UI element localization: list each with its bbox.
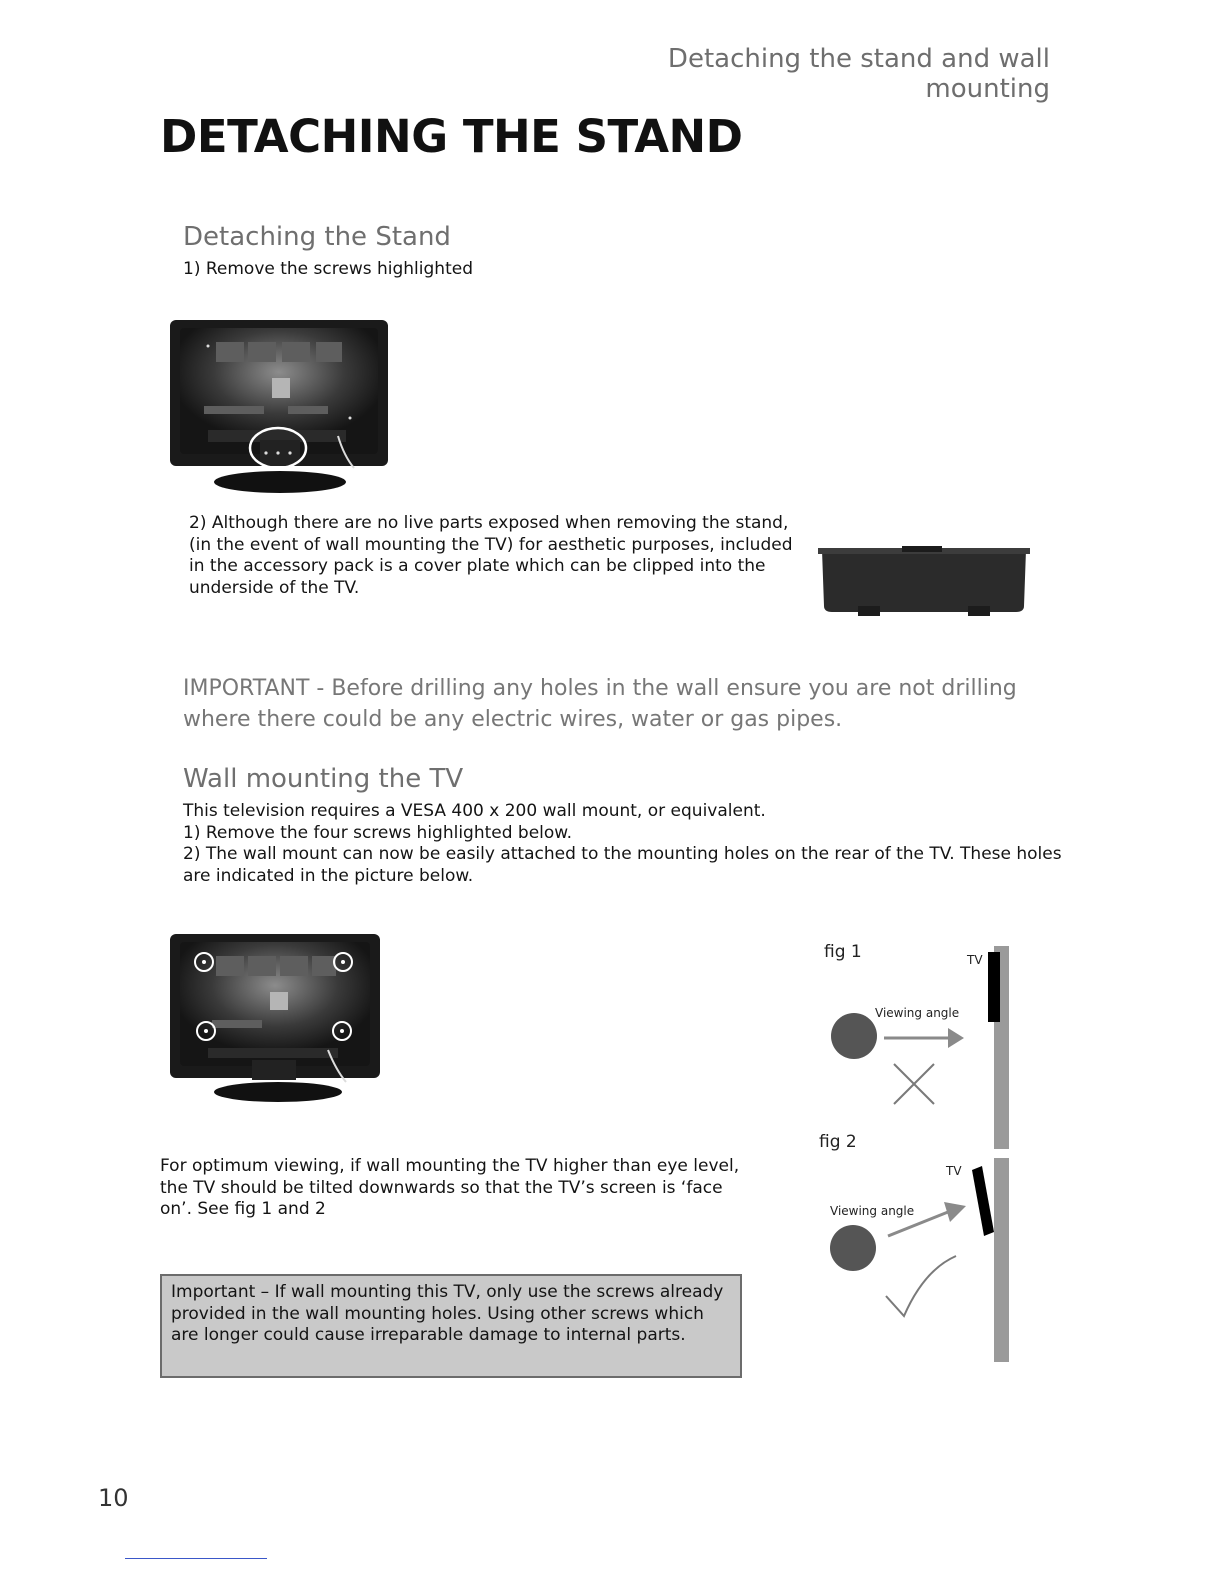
fig2-viewer-dot — [830, 1225, 876, 1271]
section-title-stand: Detaching the Stand — [183, 222, 451, 252]
fig2-wall — [994, 1158, 1009, 1362]
fig2-diagram — [820, 1152, 1020, 1367]
running-header: Detaching the stand and wall mounting — [667, 44, 1050, 104]
important-notice-line-2: where there could be any electric wires, water or gas pipes. — [183, 707, 843, 732]
fig2-tv-label: TV — [946, 1164, 962, 1178]
fig1-label: fig 1 — [824, 942, 862, 962]
tv-rear-mounting-holes-photo — [168, 932, 382, 1108]
fig2-label: fig 2 — [819, 1132, 857, 1152]
stand-step-2 — [189, 513, 809, 599]
stand-step-1: 1) Remove the screws highlighted — [183, 259, 473, 279]
fig1-cross-mark — [894, 1064, 934, 1104]
wall-instructions — [183, 801, 1063, 887]
viewing-tip-line: the TV should be tilted downwards so that the TV’s screen is ‘face — [160, 1177, 723, 1198]
fig2-arrow-head — [944, 1202, 966, 1222]
stand-step-2-line: underside of the TV. — [189, 577, 360, 598]
page-number: 10 — [98, 1484, 129, 1512]
wall-instruction-line: 2) The wall mount can now be easily attached to the mounting holes on the rear of the TV. These holes — [183, 844, 1062, 865]
stand-step-2-line: in the accessory pack is a cover plate which can be clipped into the — [189, 556, 766, 577]
wall-instruction-line: are indicated in the picture below. — [183, 865, 474, 886]
screw-warning-box — [160, 1274, 742, 1378]
fig1-diagram — [820, 940, 1020, 1155]
fig2-viewing-label: Viewing angle — [830, 1204, 915, 1218]
warning-line: provided in the wall mounting holes. Using other screws which — [171, 1303, 704, 1324]
wall-instruction-line: This television requires a VESA 400 x 200 wall mount, or equivalent. — [183, 801, 766, 821]
wall-instruction-line: 1) Remove the four screws highlighted below. — [183, 822, 573, 843]
viewing-tip — [160, 1156, 760, 1221]
fig1-tv-label: TV — [967, 953, 983, 967]
page-title: DETACHING THE STAND — [160, 110, 743, 163]
stand-step-2-line: (in the event of wall mounting the TV) for aesthetic purposes, included — [189, 534, 793, 555]
fig1-viewer-dot — [831, 1013, 877, 1059]
viewing-tip-line: For optimum viewing, if wall mounting the TV higher than eye level, — [160, 1156, 740, 1176]
cover-plate-photo — [818, 544, 1030, 620]
tv-rear-stand-photo — [168, 318, 390, 496]
warning-line: are longer could cause irreparable damage to internal parts. — [171, 1325, 686, 1346]
stand-step-2-line: 2) Although there are no live parts exposed when removing the stand, — [189, 513, 789, 533]
fig2-viewing-arrow — [888, 1212, 948, 1236]
section-title-wall: Wall mounting the TV — [183, 764, 464, 794]
fig1-tv-vertical — [988, 952, 1000, 1022]
viewing-tip-line: on’. See fig 1 and 2 — [160, 1199, 326, 1220]
important-notice-line-1: IMPORTANT - Before drilling any holes in the wall ensure you are not drilling — [183, 676, 1017, 701]
fig1-viewing-label: Viewing angle — [875, 1006, 960, 1020]
footer-rule — [125, 1558, 267, 1559]
fig2-tv-tilted — [972, 1166, 994, 1236]
fig1-arrow-head — [948, 1028, 964, 1048]
warning-line: Important – If wall mounting this TV, only use the screws already — [171, 1282, 724, 1302]
fig2-check-mark — [886, 1256, 956, 1316]
